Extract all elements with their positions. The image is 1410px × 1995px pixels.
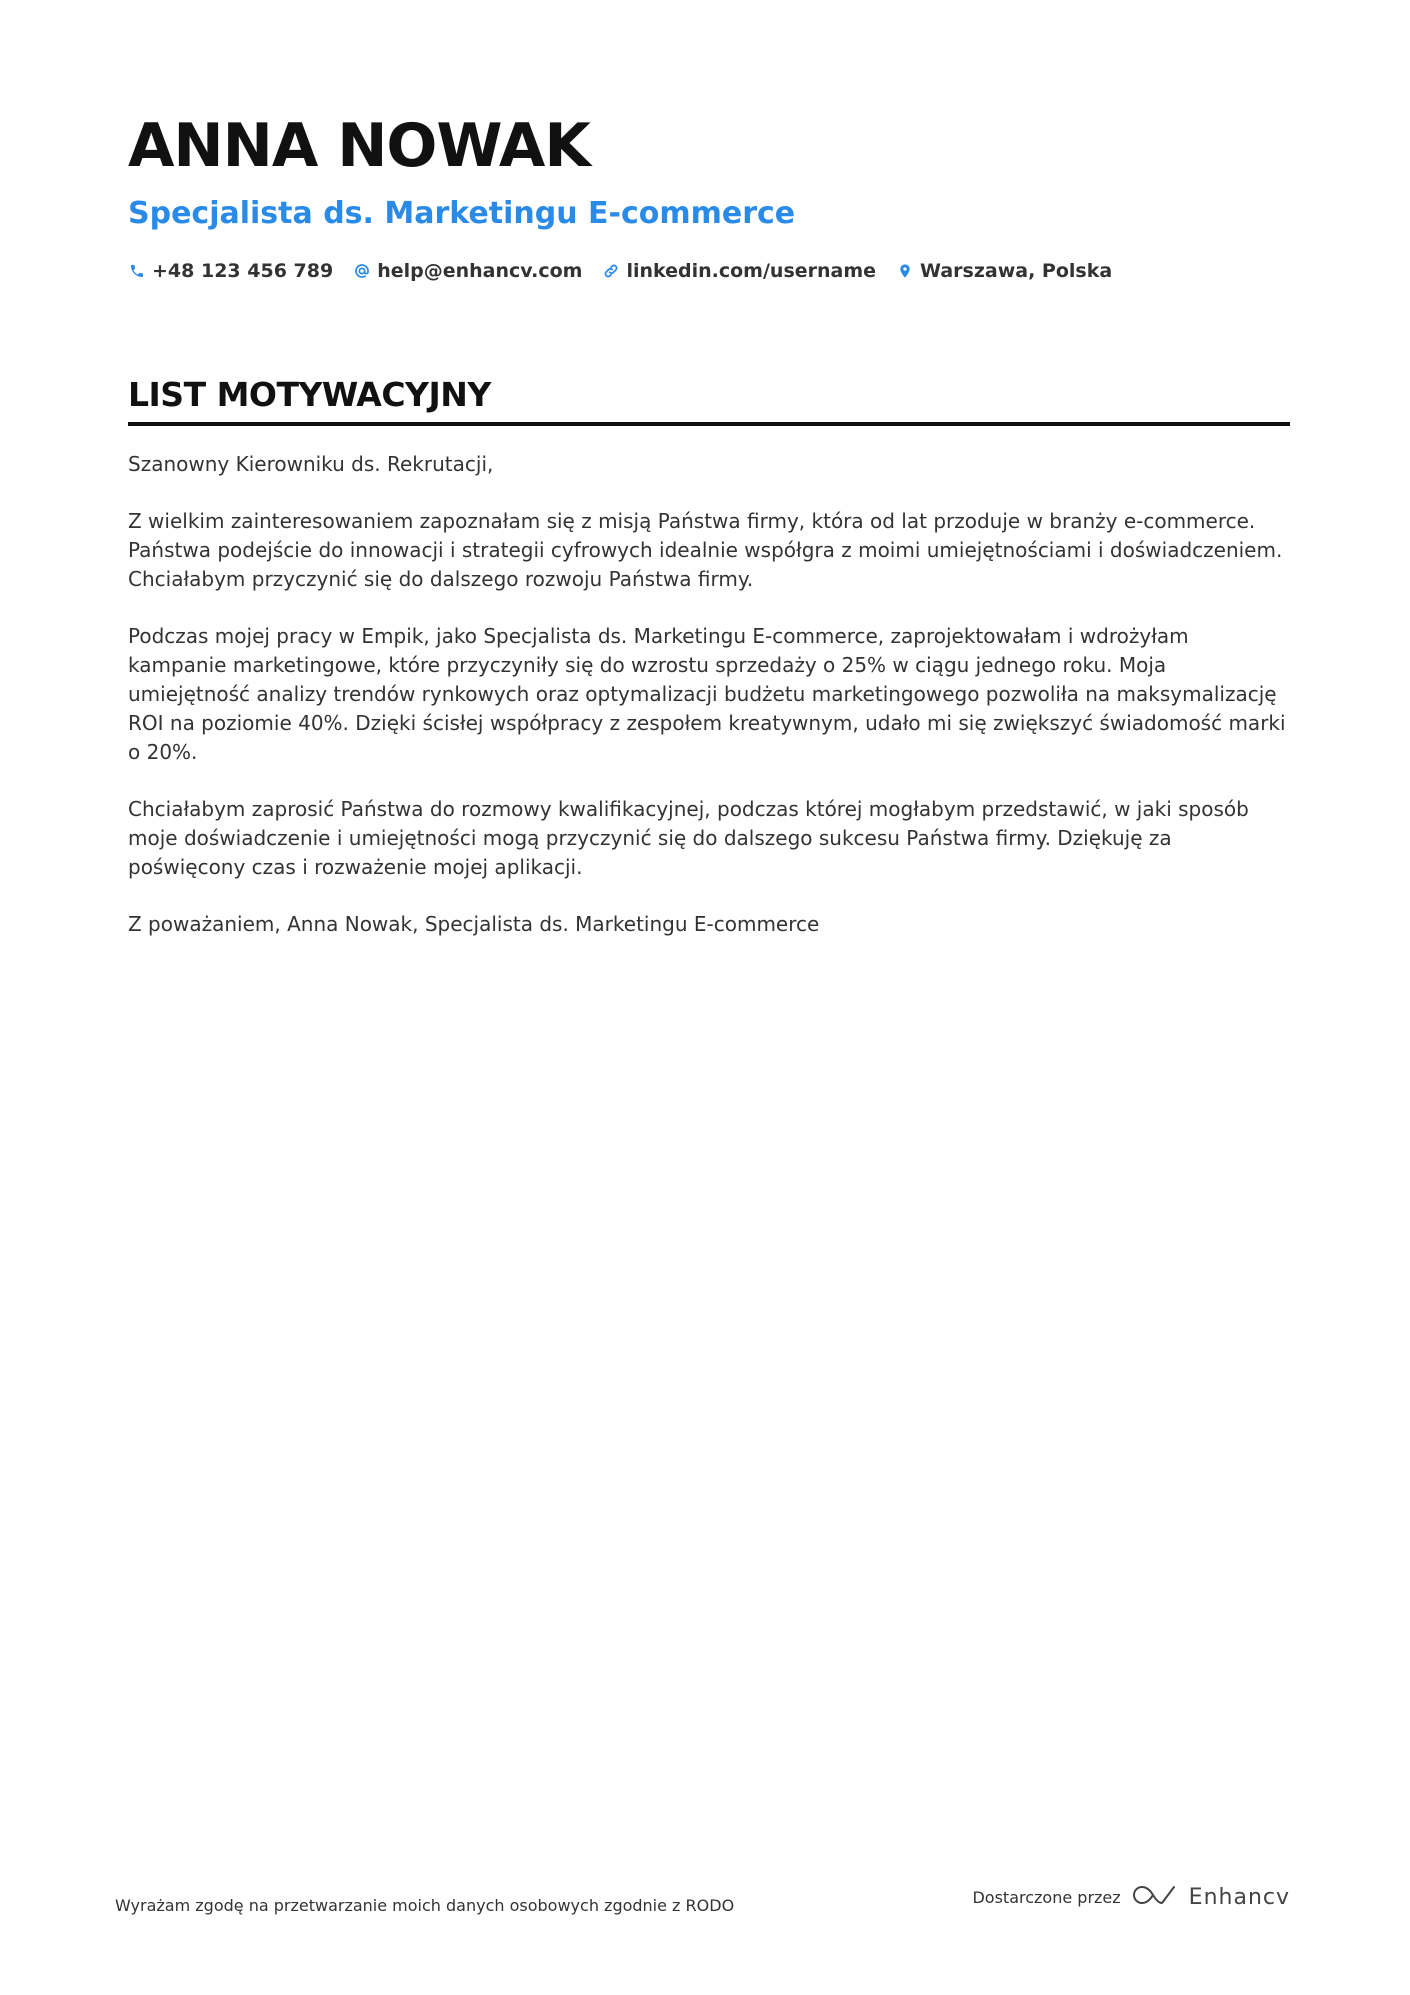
contact-email[interactable] [353,260,582,282]
cover-letter-page [128,108,1290,967]
letter-paragraph: Chciałabym zaprosić Państwa do rozmowy kwalifikacyjnej, podczas której mogłabym przedstawić, w jaki sposób moje doświadczenie i umiejętności mogą przyczynić się do dalszego sukcesu Państwa firmy. Dziękuję za poświęcony czas i rozważenie mojej aplikacji. [128,797,1249,879]
candidate-name: ANNA NOWAK [128,111,590,181]
at-icon [353,262,371,280]
job-title: Specjalista ds. Marketingu E-commerce [128,196,796,231]
enhancv-brand[interactable]: Enhancv [1188,1884,1290,1910]
section-divider [128,422,1290,426]
location-text: Warszawa, Polska [920,260,1113,282]
letter-greeting: Szanowny Kierowniku ds. Rekrutacji, [128,452,494,476]
letter-body [128,450,1290,939]
contact-location [896,260,1112,282]
section-title: LIST MOTYWACYJNY [128,375,491,414]
footer-branding [972,1883,1290,1911]
contact-bar [128,256,1290,286]
letter-paragraph: Podczas mojej pracy w Empik, jako Specjalista ds. Marketingu E-commerce, zaprojektowałam i wdrożyłam kampanie marketingowe, które przyczyniły się do wzrostu sprzedaży o 25% w ciągu jednego roku. Moja umiejętność analizy trendów rynkowych oraz optymalizacji budżetu marketingowego pozwoliła na maksymalizację ROI na poziomie 40%. Dzięki ścisłej współpracy z zespołem kreatywnym, udało mi się zwiększyć świadomość marki o 20%. [128,624,1286,764]
enhancv-logo-icon [1133,1883,1179,1911]
provided-by-label: Dostarczone przez [972,1887,1121,1907]
email-text: help@enhancv.com [377,260,583,282]
letter-paragraph: Z wielkim zainteresowaniem zapoznałam się z misją Państwa firmy, która od lat przoduje w branży e-commerce. Państwa podejście do innowacji i strategii cyfrowych idealnie współgra z moimi umiejętnościami i doświadczeniem. Chciałabym przyczynić się do dalszego rozwoju Państwa firmy. [128,509,1283,591]
linkedin-text: linkedin.com/username [626,260,877,282]
letter-closing: Z poważaniem, Anna Nowak, Specjalista ds. Marketingu E-commerce [128,912,820,936]
gdpr-consent: Wyrażam zgodę na przetwarzanie moich danych osobowych zgodnie z RODO [115,1896,735,1915]
phone-text: +48 123 456 789 [152,260,334,282]
phone-icon [128,262,146,280]
contact-linkedin[interactable] [602,260,876,282]
location-pin-icon [896,262,914,280]
contact-phone[interactable] [128,260,333,282]
link-icon [602,262,620,280]
